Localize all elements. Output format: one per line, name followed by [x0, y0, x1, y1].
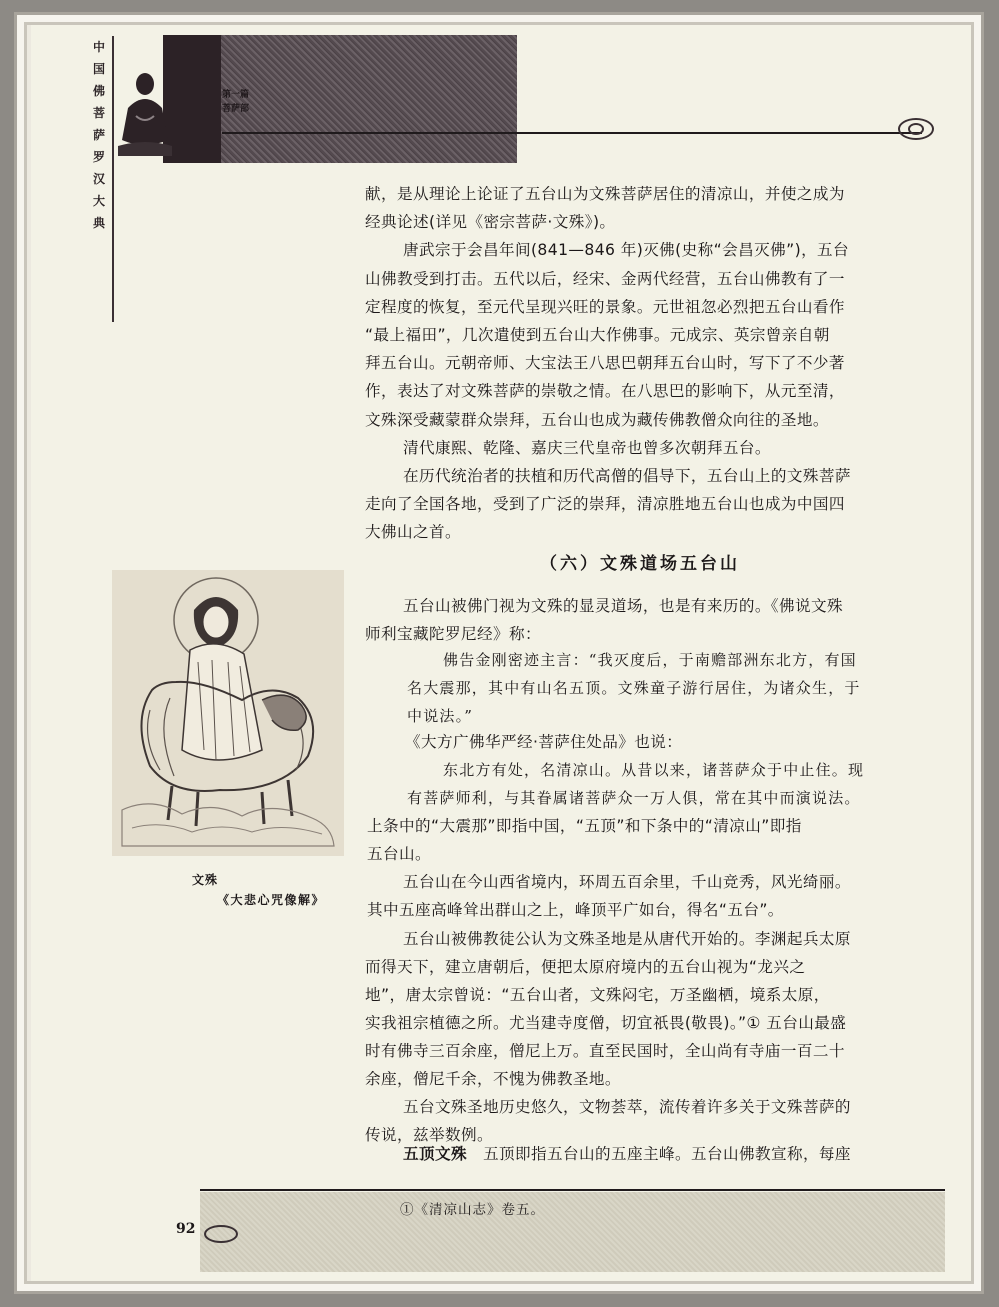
running-title-char: 国	[92, 62, 105, 76]
text-line: 五台山。	[367, 845, 431, 863]
text-line: 走向了全国各地，受到了广泛的崇拜，清凉胜地五台山也成为中国四	[365, 495, 845, 514]
text-line: 五台山在今山西省境内，环周五百余里，千山竞秀，风光绮丽。	[403, 873, 851, 891]
manjushri-on-lion-icon	[112, 570, 344, 856]
last-paragraph-line	[403, 1140, 851, 1168]
quote-line: 有菩萨师利，与其眷属诸菩萨众一万人俱，常在其中而演说法。	[407, 789, 861, 807]
running-title-char: 大	[92, 194, 105, 208]
paragraph-text: 五顶即指五台山的五座主峰。五台山佛教宣称，每座	[483, 1145, 851, 1163]
running-title-char: 菩	[92, 106, 105, 120]
text-line: 经典论述(详见《密宗菩萨·文殊》)。	[365, 213, 616, 232]
text-line: 五台文殊圣地历史悠久，文物荟萃，流传着许多关于文殊菩萨的	[403, 1098, 851, 1116]
section-label-part: 菩萨部	[222, 104, 250, 114]
section-heading: （六）文殊道场五台山	[540, 554, 740, 574]
text-line: 大佛山之首。	[365, 523, 461, 542]
text-line: 清代康熙、乾隆、嘉庆三代皇帝也曾多次朝拜五台。	[403, 438, 771, 457]
text-line: 拜五台山。元朝帝师、大宝法王八思巴朝拜五台山时，写下了不少著	[365, 354, 845, 373]
text-line: 文殊深受藏蒙群众崇拜，五台山也成为藏传佛教僧众向往的圣地。	[365, 410, 829, 429]
text-line: 实我祖宗植德之所。尤当建寺度僧，切宜祇畏(敬畏)。”① 五台山最盛	[365, 1014, 847, 1032]
figure-caption-source: 《大悲心咒像解》	[217, 893, 326, 907]
footer-rule	[200, 1189, 945, 1191]
footer-band	[200, 1192, 945, 1272]
text-line: 山佛教受到打击。五代以后，经宋、金两代经营，五台山佛教有了一	[365, 269, 845, 288]
running-title-char: 典	[92, 216, 105, 230]
page-number-text: 92	[176, 1221, 196, 1237]
running-title-char: 汉	[92, 172, 105, 186]
text-line: 地”，唐太宗曾说：“五台山者，文殊闷宅，万圣幽栖，境系太原，	[365, 986, 830, 1004]
page-number	[174, 1215, 240, 1247]
text-line: “最上福田”，几次遣使到五台山大作佛事。元成宗、英宗曾亲自朝	[365, 326, 830, 344]
running-title-char: 中	[92, 40, 105, 54]
header-rule	[222, 132, 922, 134]
text-line: 在历代统治者的扶植和历代高僧的倡导下，五台山上的文殊菩萨	[403, 467, 851, 485]
paragraph-term: 五顶文殊	[403, 1145, 467, 1163]
text-line: 余座，僧尼千余，不愧为佛教圣地。	[365, 1070, 621, 1088]
manjushri-illustration	[112, 570, 344, 856]
text-line: 上条中的“大震那”即指中国，“五顶”和下条中的“清凉山”即指	[367, 817, 802, 835]
text-line: 时有佛寺三百余座，僧尼上万。直至民国时，全山尚有寺庙一百二十	[365, 1042, 845, 1060]
running-book-title	[88, 36, 110, 234]
text-line: 而得天下，建立唐朝后，便把太原府境内的五台山视为“龙兴之	[365, 958, 806, 976]
text-line: 师利宝藏陀罗尼经》称：	[365, 625, 541, 643]
running-title-char: 萨	[92, 128, 105, 142]
text-line: 五台山被佛门视为文殊的显灵道场，也是有来历的。《佛说文殊	[403, 597, 844, 615]
page-cloud-ornament-icon	[204, 1225, 238, 1243]
text-line: 定程度的恢复，至元代呈现兴旺的景象。元世祖忽必烈把五台山看作	[365, 297, 845, 316]
running-title-char: 罗	[92, 150, 105, 164]
text-line: 献，是从理论上论证了五台山为文殊菩萨居住的清凉山，并使之成为	[365, 185, 845, 203]
chapter-label	[222, 88, 282, 116]
quote-line: 名大震那，其中有山名五顶。文殊童子游行居住，为诸众生，于	[407, 679, 861, 697]
vertical-rule	[112, 36, 114, 322]
quote-line: 中说法。”	[407, 707, 474, 725]
text-line: 《大方广佛华严经·菩萨住处品》也说：	[405, 733, 683, 751]
quote-line: 佛告金刚密迹主言：“我灭度后，于南赡部洲东北方，有国	[443, 651, 857, 669]
text-line: 传说，兹举数例。	[365, 1126, 493, 1144]
buddha-statue-icon	[118, 68, 172, 156]
cloud-ornament-icon	[898, 118, 934, 140]
quote-line: 东北方有处，名清凉山。从昔以来，诸菩萨众于中止住。现	[443, 761, 865, 779]
figure-caption-title: 文殊	[192, 873, 219, 887]
text-line: 五台山被佛教徒公认为文殊圣地是从唐代开始的。李渊起兵太原	[403, 930, 851, 948]
chapter-label-part: 第一篇	[222, 90, 250, 100]
running-title-char: 佛	[92, 84, 105, 98]
text-line: 其中五座高峰耸出群山之上，峰顶平广如台，得名“五台”。	[367, 901, 784, 919]
footnote: ①《清凉山志》卷五。	[400, 1202, 545, 1218]
text-line: 作，表达了对文殊菩萨的崇敬之情。在八思巴的影响下，从元至清，	[365, 382, 845, 401]
text-line: 唐武宗于会昌年间(841—846 年)灭佛(史称“会昌灭佛”)，五台	[403, 241, 850, 260]
